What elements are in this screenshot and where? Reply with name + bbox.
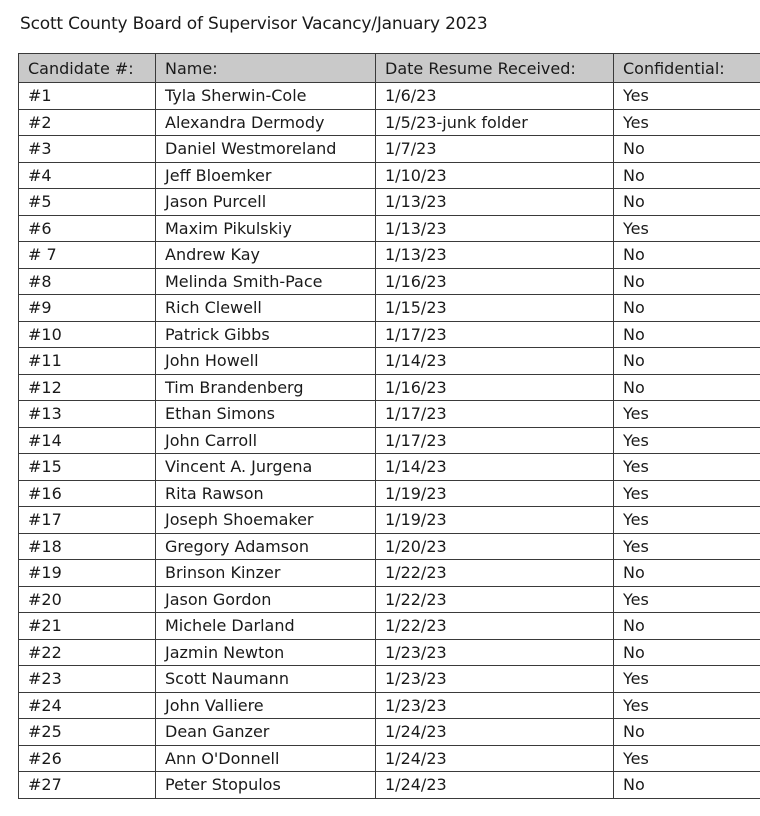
confidential-cell: Yes (614, 666, 760, 693)
name-cell: John Valliere (156, 692, 376, 719)
candidate-number-cell: #5 (19, 189, 156, 216)
confidential-cell: Yes (614, 745, 760, 772)
name-cell: Jason Purcell (156, 189, 376, 216)
name-cell: Maxim Pikulskiy (156, 215, 376, 242)
confidential-cell: No (614, 613, 760, 640)
date-received-cell: 1/23/23 (376, 639, 614, 666)
date-received-cell: 1/19/23 (376, 480, 614, 507)
confidential-cell: No (614, 348, 760, 375)
table-row (19, 109, 760, 136)
candidate-number-cell: #21 (19, 613, 156, 640)
date-received-cell: 1/6/23 (376, 83, 614, 110)
table-row (19, 719, 760, 746)
table-row (19, 772, 760, 799)
date-received-cell: 1/14/23 (376, 348, 614, 375)
table-row (19, 480, 760, 507)
confidential-cell: No (614, 242, 760, 269)
table-row (19, 83, 760, 110)
candidate-number-cell: #9 (19, 295, 156, 322)
candidate-number-cell: #20 (19, 586, 156, 613)
confidential-cell: No (614, 321, 760, 348)
confidential-cell: No (614, 189, 760, 216)
name-cell: Ann O'Donnell (156, 745, 376, 772)
confidential-cell: Yes (614, 427, 760, 454)
name-cell: Michele Darland (156, 613, 376, 640)
name-cell: Tim Brandenberg (156, 374, 376, 401)
confidential-cell: Yes (614, 401, 760, 428)
table-row (19, 639, 760, 666)
table-row (19, 136, 760, 163)
table-row (19, 666, 760, 693)
header-name: Name: (156, 54, 376, 83)
name-cell: Patrick Gibbs (156, 321, 376, 348)
candidate-number-cell: #19 (19, 560, 156, 587)
name-cell: Dean Ganzer (156, 719, 376, 746)
candidate-number-cell: #11 (19, 348, 156, 375)
name-cell: Melinda Smith-Pace (156, 268, 376, 295)
candidate-number-cell: #13 (19, 401, 156, 428)
date-received-cell: 1/24/23 (376, 745, 614, 772)
date-received-cell: 1/24/23 (376, 719, 614, 746)
date-received-cell: 1/22/23 (376, 613, 614, 640)
confidential-cell: Yes (614, 454, 760, 481)
page-title: Scott County Board of Supervisor Vacancy/January 2023 (20, 14, 488, 34)
candidate-number-cell: #26 (19, 745, 156, 772)
date-received-cell: 1/14/23 (376, 454, 614, 481)
candidate-number-cell: #16 (19, 480, 156, 507)
confidential-cell: No (614, 374, 760, 401)
table-row (19, 189, 760, 216)
date-received-cell: 1/17/23 (376, 401, 614, 428)
candidate-number-cell: #24 (19, 692, 156, 719)
candidate-number-cell: #23 (19, 666, 156, 693)
candidate-number-cell: #1 (19, 83, 156, 110)
date-received-cell: 1/13/23 (376, 189, 614, 216)
header-confidential: Confidential: (614, 54, 760, 83)
date-received-cell: 1/22/23 (376, 586, 614, 613)
candidate-number-cell: #2 (19, 109, 156, 136)
name-cell: Rita Rawson (156, 480, 376, 507)
confidential-cell: No (614, 268, 760, 295)
name-cell: Vincent A. Jurgena (156, 454, 376, 481)
candidate-number-cell: #6 (19, 215, 156, 242)
date-received-cell: 1/13/23 (376, 215, 614, 242)
table-row (19, 745, 760, 772)
candidate-number-cell: #10 (19, 321, 156, 348)
table-row (19, 427, 760, 454)
table-row (19, 586, 760, 613)
name-cell: John Carroll (156, 427, 376, 454)
confidential-cell: Yes (614, 480, 760, 507)
date-received-cell: 1/19/23 (376, 507, 614, 534)
confidential-cell: Yes (614, 215, 760, 242)
table-row (19, 242, 760, 269)
table-row (19, 692, 760, 719)
confidential-cell: Yes (614, 507, 760, 534)
table-row (19, 613, 760, 640)
candidate-number-cell: #18 (19, 533, 156, 560)
candidate-number-cell: #3 (19, 136, 156, 163)
confidential-cell: Yes (614, 692, 760, 719)
name-cell: Joseph Shoemaker (156, 507, 376, 534)
name-cell: John Howell (156, 348, 376, 375)
date-received-cell: 1/13/23 (376, 242, 614, 269)
table-header (19, 54, 760, 83)
name-cell: Daniel Westmoreland (156, 136, 376, 163)
name-cell: Ethan Simons (156, 401, 376, 428)
table-row (19, 454, 760, 481)
date-received-cell: 1/5/23-junk folder (376, 109, 614, 136)
table-row (19, 348, 760, 375)
candidate-number-cell: # 7 (19, 242, 156, 269)
table-row (19, 215, 760, 242)
table-body (19, 83, 760, 799)
table-row (19, 560, 760, 587)
table-row (19, 295, 760, 322)
date-received-cell: 1/10/23 (376, 162, 614, 189)
date-received-cell: 1/23/23 (376, 692, 614, 719)
table-row (19, 533, 760, 560)
confidential-cell: No (614, 162, 760, 189)
header-date-received: Date Resume Received: (376, 54, 614, 83)
confidential-cell: No (614, 295, 760, 322)
name-cell: Jeff Bloemker (156, 162, 376, 189)
name-cell: Rich Clewell (156, 295, 376, 322)
candidate-table (18, 53, 760, 799)
table-row (19, 321, 760, 348)
table-row (19, 507, 760, 534)
date-received-cell: 1/16/23 (376, 374, 614, 401)
header-candidate-number: Candidate #: (19, 54, 156, 83)
candidate-number-cell: #27 (19, 772, 156, 799)
date-received-cell: 1/24/23 (376, 772, 614, 799)
candidate-number-cell: #4 (19, 162, 156, 189)
confidential-cell: No (614, 639, 760, 666)
confidential-cell: No (614, 719, 760, 746)
date-received-cell: 1/7/23 (376, 136, 614, 163)
name-cell: Peter Stopulos (156, 772, 376, 799)
confidential-cell: Yes (614, 109, 760, 136)
name-cell: Scott Naumann (156, 666, 376, 693)
date-received-cell: 1/16/23 (376, 268, 614, 295)
table-row (19, 268, 760, 295)
candidate-number-cell: #22 (19, 639, 156, 666)
confidential-cell: No (614, 560, 760, 587)
name-cell: Tyla Sherwin-Cole (156, 83, 376, 110)
table-row (19, 162, 760, 189)
confidential-cell: No (614, 136, 760, 163)
name-cell: Brinson Kinzer (156, 560, 376, 587)
header-row (19, 54, 760, 83)
table-row (19, 374, 760, 401)
date-received-cell: 1/17/23 (376, 427, 614, 454)
date-received-cell: 1/23/23 (376, 666, 614, 693)
confidential-cell: Yes (614, 533, 760, 560)
name-cell: Alexandra Dermody (156, 109, 376, 136)
table-row (19, 401, 760, 428)
candidate-number-cell: #8 (19, 268, 156, 295)
date-received-cell: 1/17/23 (376, 321, 614, 348)
date-received-cell: 1/15/23 (376, 295, 614, 322)
confidential-cell: No (614, 772, 760, 799)
candidate-number-cell: #17 (19, 507, 156, 534)
confidential-cell: Yes (614, 586, 760, 613)
name-cell: Jazmin Newton (156, 639, 376, 666)
name-cell: Gregory Adamson (156, 533, 376, 560)
candidate-number-cell: #25 (19, 719, 156, 746)
candidate-number-cell: #14 (19, 427, 156, 454)
confidential-cell: Yes (614, 83, 760, 110)
candidate-number-cell: #15 (19, 454, 156, 481)
name-cell: Jason Gordon (156, 586, 376, 613)
name-cell: Andrew Kay (156, 242, 376, 269)
date-received-cell: 1/22/23 (376, 560, 614, 587)
date-received-cell: 1/20/23 (376, 533, 614, 560)
candidate-number-cell: #12 (19, 374, 156, 401)
